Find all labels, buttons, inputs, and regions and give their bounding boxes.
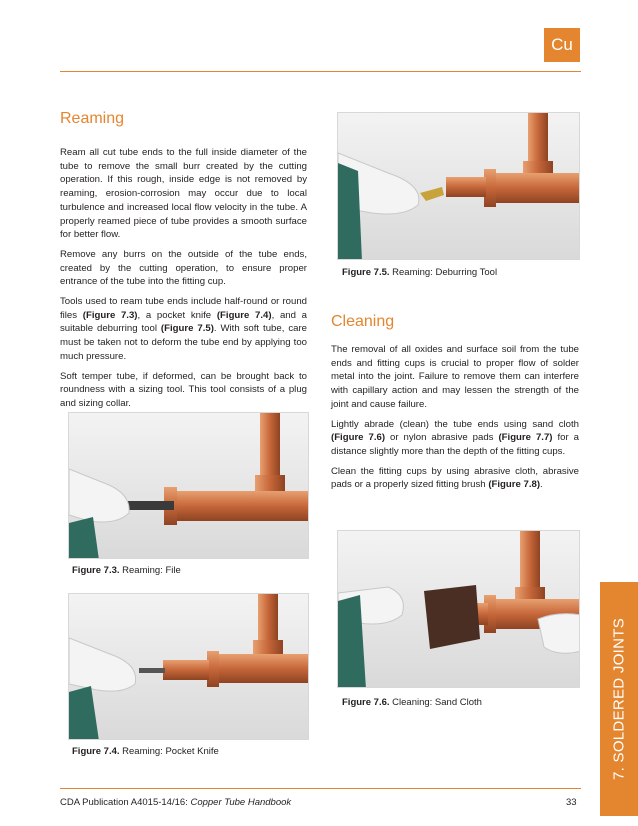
footer-publication: CDA Publication A4015-14/16: Copper Tube Handbook <box>60 797 292 808</box>
page-number: 33 <box>566 797 577 808</box>
figure-7-3-photo <box>68 412 309 559</box>
reaming-paragraph-3: Tools used to ream tube ends include half-round or round files (Figure 7.3), a pocket knife (Figure 7.4), and a suitable deburring tool (Figure 7.5). With soft tube, care must be taken not to deform the tube end by applying too much pressure. <box>60 296 307 362</box>
pocket-knife-reaming-illustration <box>69 594 309 740</box>
figure-7-5-caption: Figure 7.5. Reaming: Deburring Tool <box>342 267 498 278</box>
reaming-paragraph-4: Soft temper tube, if deformed, can be brought back to roundness with a sizing tool. This tool consists of a plug and sizing collar. <box>60 370 307 409</box>
figure-7-6-photo <box>337 530 580 688</box>
sand-cloth-illustration <box>338 531 580 688</box>
figure-7-5-photo <box>337 112 580 260</box>
cleaning-paragraph-2: Lightly abrade (clean) the tube ends using sand cloth (Figure 7.6) or nylon abrasive pads (Figure 7.7) for a distance slightly more than the depth of the fitting cups. <box>331 418 579 457</box>
chapter-tab-label: 7. SOLDERED JOINTS <box>610 617 628 781</box>
reaming-body <box>60 146 307 417</box>
chapter-side-tab <box>600 582 638 816</box>
figure-ref: (Figure 7.5) <box>160 323 214 335</box>
deburring-tool-illustration <box>338 113 580 260</box>
figure-7-3-caption: Figure 7.3. Reaming: File <box>72 565 181 576</box>
cleaning-heading: Cleaning <box>331 313 395 330</box>
figure-7-6-caption: Figure 7.6. Cleaning: Sand Cloth <box>342 697 482 708</box>
reaming-heading: Reaming <box>60 110 125 127</box>
file-reaming-illustration <box>69 413 309 559</box>
badge-text: Cu <box>551 35 573 54</box>
cleaning-paragraph-3: Clean the fitting cups by using abrasive cloth, abrasive pads or a properly sized fitting brush (Figure 7.8). <box>331 465 579 491</box>
reaming-paragraph-2: Remove any burrs on the outside of the tube ends, created by the cutting operation, to ensure proper entrance of the tube into the fitting cup. <box>60 248 307 288</box>
cleaning-paragraph-1: The removal of all oxides and surface soil from the tube ends and fitting cups is crucial to proper flow of solder metal into the joint. Failure to remove them can interfere with capillary action and may lessen the strength of the joint and cause failure. <box>331 344 579 410</box>
reaming-paragraph-1: Ream all cut tube ends to the full inside diameter of the tube to remove the small burr created by the cutting operation. If this rough, inside edge is not removed by reaming, erosion-corrosion may occur due to local turbulence and increased local flow velocity in the tube. A properly reamed piece of tube provides a smooth surface for better flow. <box>60 147 307 241</box>
footer-title: Copper Tube Handbook <box>190 797 292 808</box>
element-symbol-badge <box>544 28 580 62</box>
footer-rule <box>60 788 581 789</box>
figure-ref: (Figure 7.6) <box>331 432 386 444</box>
figure-7-4-caption: Figure 7.4. Reaming: Pocket Knife <box>72 746 219 757</box>
figure-ref: (Figure 7.8) <box>488 479 541 491</box>
figure-ref: (Figure 7.7) <box>498 432 553 444</box>
figure-ref: (Figure 7.4) <box>216 309 272 321</box>
header-rule <box>60 71 581 72</box>
figure-ref: (Figure 7.3) <box>82 309 138 321</box>
cleaning-body <box>331 343 579 498</box>
figure-7-4-photo <box>68 593 309 740</box>
